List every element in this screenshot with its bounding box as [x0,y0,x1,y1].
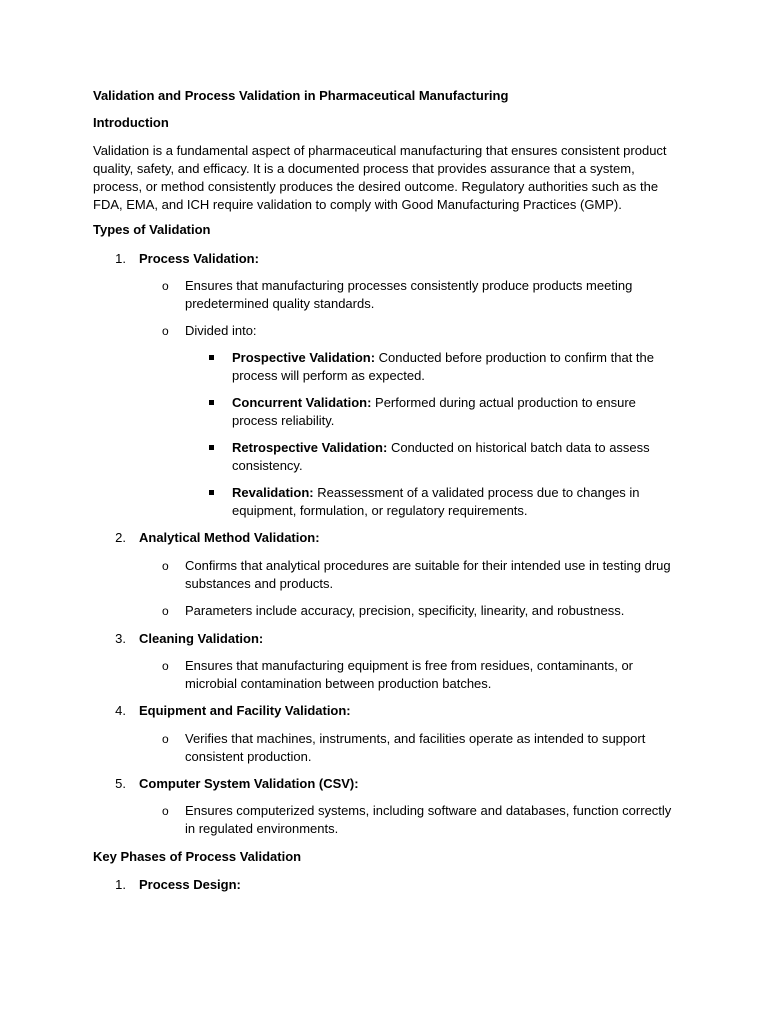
list-bullet: o [162,732,169,746]
list-number: 5. [115,776,126,791]
list-bullet: o [162,279,169,293]
list-number: 1. [115,877,126,892]
list-bullet: o [162,324,169,338]
list-item: Revalidation: Reassessment of a validated process due to changes in equipment, formulation, or regulatory requirements. [232,485,640,518]
list-item: Confirms that analytical procedures are suitable for their intended use in testing drug substances and products. [185,558,671,591]
list-bullet: o [162,604,169,618]
list-item-label: Equipment and Facility Validation: [139,703,351,718]
list-item-label: Process Design: [139,877,241,892]
intro-paragraph: Validation is a fundamental aspect of pharmaceutical manufacturing that ensures consistent product quality, safety, and efficacy. It is a documented process that provides assurance that a system, process, or method consistently produces the desired outcome. Regulatory authorities such as the FDA, EMA, and ICH require validation to comply with Good Manufacturing Practices (GMP). [93,143,667,212]
list-item: Ensures that manufacturing processes consistently produce products meeting predetermined quality standards. [185,278,633,311]
list-item: Retrospective Validation: Conducted on historical batch data to assess consistency. [232,440,650,473]
list-bullet: o [162,559,169,573]
list-item: Ensures computerized systems, including software and databases, function correctly in regulated environments. [185,803,672,836]
list-item-label: Analytical Method Validation: [139,530,320,545]
list-item-label: Process Validation: [139,251,259,266]
list-number: 3. [115,631,126,646]
list-item: Verifies that machines, instruments, and facilities operate as intended to support consistent production. [185,731,646,764]
list-item-label: Cleaning Validation: [139,631,264,646]
heading-types-of-validation: Types of Validation [93,222,211,237]
list-number: 1. [115,251,126,266]
document-title: Validation and Process Validation in Pharmaceutical Manufacturing [93,88,509,103]
heading-introduction: Introduction [93,115,169,130]
list-item: Concurrent Validation: Performed during actual production to ensure process reliability. [232,395,636,428]
list-number: 4. [115,703,126,718]
heading-key-phases: Key Phases of Process Validation [93,849,302,864]
square-bullet-icon [209,400,214,405]
list-item: Divided into: [185,323,257,338]
list-number: 2. [115,530,126,545]
square-bullet-icon [209,490,214,495]
square-bullet-icon [209,355,214,360]
list-bullet: o [162,659,169,673]
list-item-label: Computer System Validation (CSV): [139,776,359,791]
list-bullet: o [162,804,169,818]
list-item: Prospective Validation: Conducted before production to confirm that the process will perform as expected. [232,350,654,383]
list-item: Ensures that manufacturing equipment is free from residues, contaminants, or microbial contamination between production batches. [185,658,633,691]
square-bullet-icon [209,445,214,450]
list-item: Parameters include accuracy, precision, specificity, linearity, and robustness. [185,603,625,618]
